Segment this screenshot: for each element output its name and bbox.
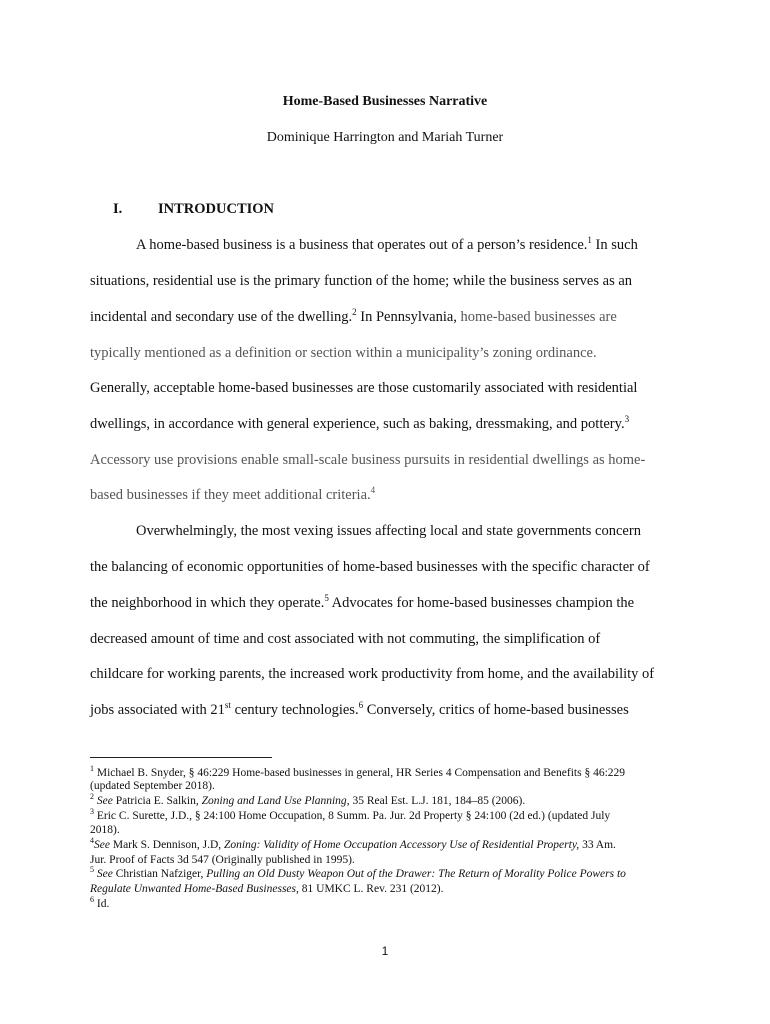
footnote-ref-2[interactable]: 2 <box>352 307 357 317</box>
footnote-text: Mark S. Dennison, J.D, <box>109 839 225 851</box>
footnote-separator <box>90 757 272 758</box>
footnote-number: 4 <box>90 836 94 845</box>
section-number: I. <box>113 201 123 217</box>
ordinal-suffix: st <box>224 700 231 710</box>
body-text: based businesses if they meet additional criteria. <box>90 487 371 503</box>
signal-see: See <box>94 868 113 880</box>
footnote-number: 6 <box>90 895 94 904</box>
footnote-number: 2 <box>90 792 94 801</box>
footnote-4-cont: Jur. Proof of Facts 3d 547 (Originally published in 1995). <box>90 854 355 866</box>
footnote-1-cont: (updated September 2018). <box>90 780 215 792</box>
footnote-6 <box>90 895 110 911</box>
footnote-title: Regulate Unwanted Home-Based Businesses <box>90 883 297 895</box>
footnote-3-cont: 2018). <box>90 824 120 836</box>
footnote-ref-1[interactable]: 1 <box>587 235 592 245</box>
body-text: Conversely, critics of home-based businesses <box>363 702 629 718</box>
section-title: INTRODUCTION <box>158 201 275 217</box>
footnote-number: 5 <box>90 865 94 874</box>
body-line-2: situations, residential use is the primary function of the home; while the business serves as an <box>90 273 633 289</box>
signal-see: See <box>94 839 110 851</box>
body-line-3 <box>90 308 617 326</box>
body-text: incidental and secondary use of the dwelling. <box>90 309 353 325</box>
footnote-text: , 81 UMKC L. Rev. 231 (2012). <box>296 883 444 895</box>
footnote-ref-3[interactable]: 3 <box>624 414 630 424</box>
body-line-11 <box>90 594 634 612</box>
body-text: century technologies. <box>230 702 359 718</box>
document-title: Home-Based Businesses Narrative <box>282 94 488 109</box>
body-line-12: decreased amount of time and cost associated with not commuting, the simplification of <box>90 631 601 647</box>
footnote-5 <box>90 865 626 881</box>
body-line-14 <box>90 701 629 719</box>
body-text: the neighborhood in which they operate. <box>90 595 325 611</box>
footnote-2 <box>90 792 526 808</box>
footnote-text: 33 Am. <box>579 839 616 851</box>
footnote-text: Michael B. Snyder, § 46:229 Home-based businesses in general, HR Series 4 Compensation and Benefits § 46:229 <box>94 767 626 779</box>
body-line-4: typically mentioned as a definition or section within a municipality’s zoning ordinance. <box>90 345 597 361</box>
footnote-text: Patricia E. Salkin, <box>112 795 202 807</box>
footnote-1 <box>90 764 626 780</box>
footnote-5-cont <box>90 883 443 896</box>
body-text: A home-based business is a business that operates out of a person’s residence. <box>136 237 588 253</box>
body-line-10: the balancing of economic opportunities of home-based businesses with the specific character of <box>90 559 650 575</box>
body-line-13: childcare for working parents, the increased work productivity from home, and the availability of <box>90 666 655 682</box>
document-authors: Dominique Harrington and Mariah Turner <box>266 130 504 145</box>
footnote-number: 3 <box>90 807 94 816</box>
footnote-text: Id. <box>94 898 110 910</box>
body-text: dwellings, in accordance with general experience, such as baking, dressmaking, and pottery. <box>90 416 625 432</box>
footnote-ref-6[interactable]: 6 <box>358 700 364 710</box>
body-line-9: Overwhelmingly, the most vexing issues affecting local and state governments concern <box>136 523 641 539</box>
body-text: jobs associated with 21 <box>90 702 225 718</box>
body-text: Advocates for home-based businesses champion the <box>328 595 635 611</box>
body-line-6 <box>90 415 629 433</box>
footnote-3 <box>90 807 611 823</box>
footnote-text: Christian Nafziger, <box>112 868 207 880</box>
footnote-number: 1 <box>90 764 94 773</box>
signal-see: See <box>94 795 113 807</box>
footnote-title: Zoning and Land Use Planning <box>201 795 347 807</box>
footnote-4 <box>90 836 616 852</box>
footnote-ref-5[interactable]: 5 <box>324 593 329 603</box>
body-line-5: Generally, acceptable home-based businesses are those customarily associated with residential <box>90 380 638 396</box>
body-text: In such <box>591 237 638 253</box>
footnote-title: Zoning: Validity of Home Occupation Accessory Use of Residential Property, <box>224 839 580 851</box>
body-text: home-based businesses are <box>460 309 617 325</box>
page-number: 1 <box>381 944 389 958</box>
body-line-1 <box>136 236 638 254</box>
body-line-7: Accessory use provisions enable small-scale business pursuits in residential dwellings as home- <box>90 452 646 468</box>
body-line-8 <box>90 486 375 504</box>
footnote-text: , 35 Real Est. L.J. 181, 184–85 (2006). <box>346 795 526 807</box>
footnote-ref-4[interactable]: 4 <box>370 485 376 495</box>
body-text: In Pennsylvania, <box>356 309 461 325</box>
footnote-title: Pulling an Old Dusty Weapon Out of the Drawer: The Return of Morality Police Powers to <box>206 868 626 880</box>
footnote-text: Eric C. Surette, J.D., § 24:100 Home Occupation, 8 Summ. Pa. Jur. 2d Property § 24:100 (2d ed.) (updated July <box>94 810 611 822</box>
